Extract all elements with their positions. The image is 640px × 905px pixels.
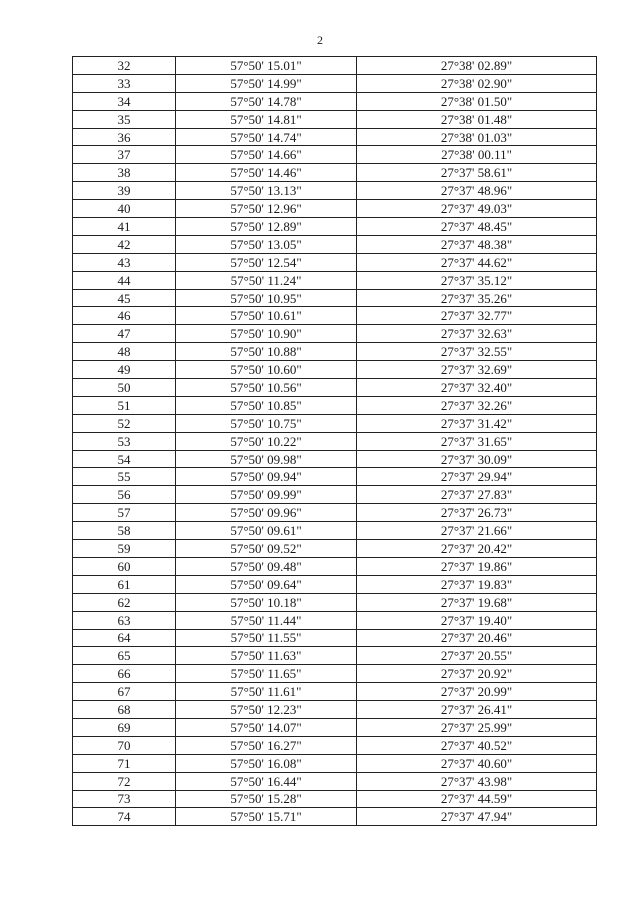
table-row xyxy=(73,325,597,343)
table-row xyxy=(73,468,597,486)
point-number-cell: 70 xyxy=(73,736,176,754)
longitude-cell: 27°37' 30.09" xyxy=(357,450,597,468)
point-number-cell: 39 xyxy=(73,182,176,200)
latitude-cell: 57°50' 09.64" xyxy=(176,575,357,593)
latitude-cell: 57°50' 12.54" xyxy=(176,253,357,271)
point-number-cell: 35 xyxy=(73,110,176,128)
longitude-cell: 27°37' 26.73" xyxy=(357,504,597,522)
longitude-cell: 27°38' 02.89" xyxy=(357,57,597,75)
latitude-cell: 57°50' 12.89" xyxy=(176,218,357,236)
table-row xyxy=(73,361,597,379)
table-row xyxy=(73,790,597,808)
latitude-cell: 57°50' 15.01" xyxy=(176,57,357,75)
longitude-cell: 27°38' 00.11" xyxy=(357,146,597,164)
table-row xyxy=(73,683,597,701)
latitude-cell: 57°50' 12.96" xyxy=(176,200,357,218)
longitude-cell: 27°38' 01.50" xyxy=(357,92,597,110)
latitude-cell: 57°50' 09.98" xyxy=(176,450,357,468)
longitude-cell: 27°38' 01.03" xyxy=(357,128,597,146)
point-number-cell: 51 xyxy=(73,396,176,414)
point-number-cell: 71 xyxy=(73,754,176,772)
latitude-cell: 57°50' 14.78" xyxy=(176,92,357,110)
point-number-cell: 63 xyxy=(73,611,176,629)
longitude-cell: 27°37' 58.61" xyxy=(357,164,597,182)
latitude-cell: 57°50' 11.61" xyxy=(176,683,357,701)
table-row xyxy=(73,665,597,683)
latitude-cell: 57°50' 16.08" xyxy=(176,754,357,772)
point-number-cell: 62 xyxy=(73,593,176,611)
point-number-cell: 59 xyxy=(73,540,176,558)
point-number-cell: 33 xyxy=(73,74,176,92)
latitude-cell: 57°50' 14.74" xyxy=(176,128,357,146)
latitude-cell: 57°50' 14.66" xyxy=(176,146,357,164)
longitude-cell: 27°37' 19.83" xyxy=(357,575,597,593)
table-row xyxy=(73,629,597,647)
latitude-cell: 57°50' 11.55" xyxy=(176,629,357,647)
longitude-cell: 27°37' 27.83" xyxy=(357,486,597,504)
point-number-cell: 61 xyxy=(73,575,176,593)
table-row xyxy=(73,235,597,253)
table-row xyxy=(73,396,597,414)
longitude-cell: 27°37' 32.69" xyxy=(357,361,597,379)
latitude-cell: 57°50' 14.81" xyxy=(176,110,357,128)
latitude-cell: 57°50' 09.48" xyxy=(176,557,357,575)
point-number-cell: 52 xyxy=(73,414,176,432)
table-row xyxy=(73,647,597,665)
table-row xyxy=(73,736,597,754)
table-row xyxy=(73,343,597,361)
longitude-cell: 27°38' 01.48" xyxy=(357,110,597,128)
table-row xyxy=(73,414,597,432)
latitude-cell: 57°50' 10.95" xyxy=(176,289,357,307)
table-row xyxy=(73,718,597,736)
point-number-cell: 65 xyxy=(73,647,176,665)
table-row xyxy=(73,271,597,289)
latitude-cell: 57°50' 11.65" xyxy=(176,665,357,683)
point-number-cell: 41 xyxy=(73,218,176,236)
table-row xyxy=(73,522,597,540)
longitude-cell: 27°37' 43.98" xyxy=(357,772,597,790)
table-row xyxy=(73,540,597,558)
latitude-cell: 57°50' 15.28" xyxy=(176,790,357,808)
longitude-cell: 27°37' 32.63" xyxy=(357,325,597,343)
longitude-cell: 27°37' 44.62" xyxy=(357,253,597,271)
point-number-cell: 43 xyxy=(73,253,176,271)
latitude-cell: 57°50' 10.85" xyxy=(176,396,357,414)
table-row xyxy=(73,575,597,593)
point-number-cell: 69 xyxy=(73,718,176,736)
point-number-cell: 34 xyxy=(73,92,176,110)
latitude-cell: 57°50' 11.63" xyxy=(176,647,357,665)
point-number-cell: 68 xyxy=(73,701,176,719)
latitude-cell: 57°50' 12.23" xyxy=(176,701,357,719)
latitude-cell: 57°50' 14.99" xyxy=(176,74,357,92)
latitude-cell: 57°50' 11.24" xyxy=(176,271,357,289)
table-row xyxy=(73,289,597,307)
table-row xyxy=(73,557,597,575)
latitude-cell: 57°50' 14.07" xyxy=(176,718,357,736)
point-number-cell: 60 xyxy=(73,557,176,575)
latitude-cell: 57°50' 10.90" xyxy=(176,325,357,343)
point-number-cell: 36 xyxy=(73,128,176,146)
point-number-cell: 42 xyxy=(73,235,176,253)
table-row xyxy=(73,57,597,75)
table-row xyxy=(73,307,597,325)
table-row xyxy=(73,182,597,200)
longitude-cell: 27°38' 02.90" xyxy=(357,74,597,92)
table-row xyxy=(73,504,597,522)
longitude-cell: 27°37' 25.99" xyxy=(357,718,597,736)
latitude-cell: 57°50' 09.52" xyxy=(176,540,357,558)
point-number-cell: 47 xyxy=(73,325,176,343)
table-row xyxy=(73,218,597,236)
longitude-cell: 27°37' 31.65" xyxy=(357,432,597,450)
point-number-cell: 44 xyxy=(73,271,176,289)
coordinates-table-body xyxy=(73,57,597,826)
table-row xyxy=(73,772,597,790)
longitude-cell: 27°37' 31.42" xyxy=(357,414,597,432)
longitude-cell: 27°37' 26.41" xyxy=(357,701,597,719)
latitude-cell: 57°50' 10.88" xyxy=(176,343,357,361)
latitude-cell: 57°50' 16.44" xyxy=(176,772,357,790)
longitude-cell: 27°37' 20.46" xyxy=(357,629,597,647)
latitude-cell: 57°50' 10.61" xyxy=(176,307,357,325)
longitude-cell: 27°37' 29.94" xyxy=(357,468,597,486)
point-number-cell: 49 xyxy=(73,361,176,379)
table-row xyxy=(73,486,597,504)
table-row xyxy=(73,754,597,772)
longitude-cell: 27°37' 35.12" xyxy=(357,271,597,289)
latitude-cell: 57°50' 15.71" xyxy=(176,808,357,826)
point-number-cell: 74 xyxy=(73,808,176,826)
table-row xyxy=(73,593,597,611)
table-row xyxy=(73,92,597,110)
longitude-cell: 27°37' 32.26" xyxy=(357,396,597,414)
point-number-cell: 55 xyxy=(73,468,176,486)
point-number-cell: 72 xyxy=(73,772,176,790)
point-number-cell: 40 xyxy=(73,200,176,218)
latitude-cell: 57°50' 13.05" xyxy=(176,235,357,253)
latitude-cell: 57°50' 10.75" xyxy=(176,414,357,432)
point-number-cell: 48 xyxy=(73,343,176,361)
point-number-cell: 57 xyxy=(73,504,176,522)
latitude-cell: 57°50' 16.27" xyxy=(176,736,357,754)
page-number: 2 xyxy=(317,33,323,47)
latitude-cell: 57°50' 11.44" xyxy=(176,611,357,629)
longitude-cell: 27°37' 19.68" xyxy=(357,593,597,611)
point-number-cell: 58 xyxy=(73,522,176,540)
point-number-cell: 46 xyxy=(73,307,176,325)
point-number-cell: 50 xyxy=(73,379,176,397)
longitude-cell: 27°37' 19.86" xyxy=(357,557,597,575)
table-row xyxy=(73,146,597,164)
table-row xyxy=(73,128,597,146)
longitude-cell: 27°37' 48.38" xyxy=(357,235,597,253)
latitude-cell: 57°50' 10.22" xyxy=(176,432,357,450)
table-row xyxy=(73,611,597,629)
point-number-cell: 37 xyxy=(73,146,176,164)
table-row xyxy=(73,450,597,468)
latitude-cell: 57°50' 09.61" xyxy=(176,522,357,540)
latitude-cell: 57°50' 09.99" xyxy=(176,486,357,504)
point-number-cell: 67 xyxy=(73,683,176,701)
longitude-cell: 27°37' 20.92" xyxy=(357,665,597,683)
point-number-cell: 54 xyxy=(73,450,176,468)
point-number-cell: 66 xyxy=(73,665,176,683)
table-row xyxy=(73,253,597,271)
table-row xyxy=(73,808,597,826)
point-number-cell: 38 xyxy=(73,164,176,182)
point-number-cell: 53 xyxy=(73,432,176,450)
longitude-cell: 27°37' 40.60" xyxy=(357,754,597,772)
longitude-cell: 27°37' 32.55" xyxy=(357,343,597,361)
table-row xyxy=(73,74,597,92)
longitude-cell: 27°37' 47.94" xyxy=(357,808,597,826)
latitude-cell: 57°50' 10.60" xyxy=(176,361,357,379)
longitude-cell: 27°37' 20.99" xyxy=(357,683,597,701)
table-row xyxy=(73,432,597,450)
latitude-cell: 57°50' 13.13" xyxy=(176,182,357,200)
latitude-cell: 57°50' 10.18" xyxy=(176,593,357,611)
longitude-cell: 27°37' 48.96" xyxy=(357,182,597,200)
longitude-cell: 27°37' 35.26" xyxy=(357,289,597,307)
table-row xyxy=(73,164,597,182)
table-row xyxy=(73,701,597,719)
latitude-cell: 57°50' 09.94" xyxy=(176,468,357,486)
latitude-cell: 57°50' 14.46" xyxy=(176,164,357,182)
point-number-cell: 64 xyxy=(73,629,176,647)
longitude-cell: 27°37' 32.77" xyxy=(357,307,597,325)
longitude-cell: 27°37' 48.45" xyxy=(357,218,597,236)
longitude-cell: 27°37' 32.40" xyxy=(357,379,597,397)
longitude-cell: 27°37' 20.42" xyxy=(357,540,597,558)
point-number-cell: 56 xyxy=(73,486,176,504)
longitude-cell: 27°37' 19.40" xyxy=(357,611,597,629)
point-number-cell: 45 xyxy=(73,289,176,307)
point-number-cell: 73 xyxy=(73,790,176,808)
latitude-cell: 57°50' 09.96" xyxy=(176,504,357,522)
longitude-cell: 27°37' 49.03" xyxy=(357,200,597,218)
table-row xyxy=(73,110,597,128)
coordinates-table xyxy=(72,56,597,826)
longitude-cell: 27°37' 44.59" xyxy=(357,790,597,808)
point-number-cell: 32 xyxy=(73,57,176,75)
longitude-cell: 27°37' 21.66" xyxy=(357,522,597,540)
longitude-cell: 27°37' 40.52" xyxy=(357,736,597,754)
longitude-cell: 27°37' 20.55" xyxy=(357,647,597,665)
latitude-cell: 57°50' 10.56" xyxy=(176,379,357,397)
table-row xyxy=(73,379,597,397)
table-row xyxy=(73,200,597,218)
